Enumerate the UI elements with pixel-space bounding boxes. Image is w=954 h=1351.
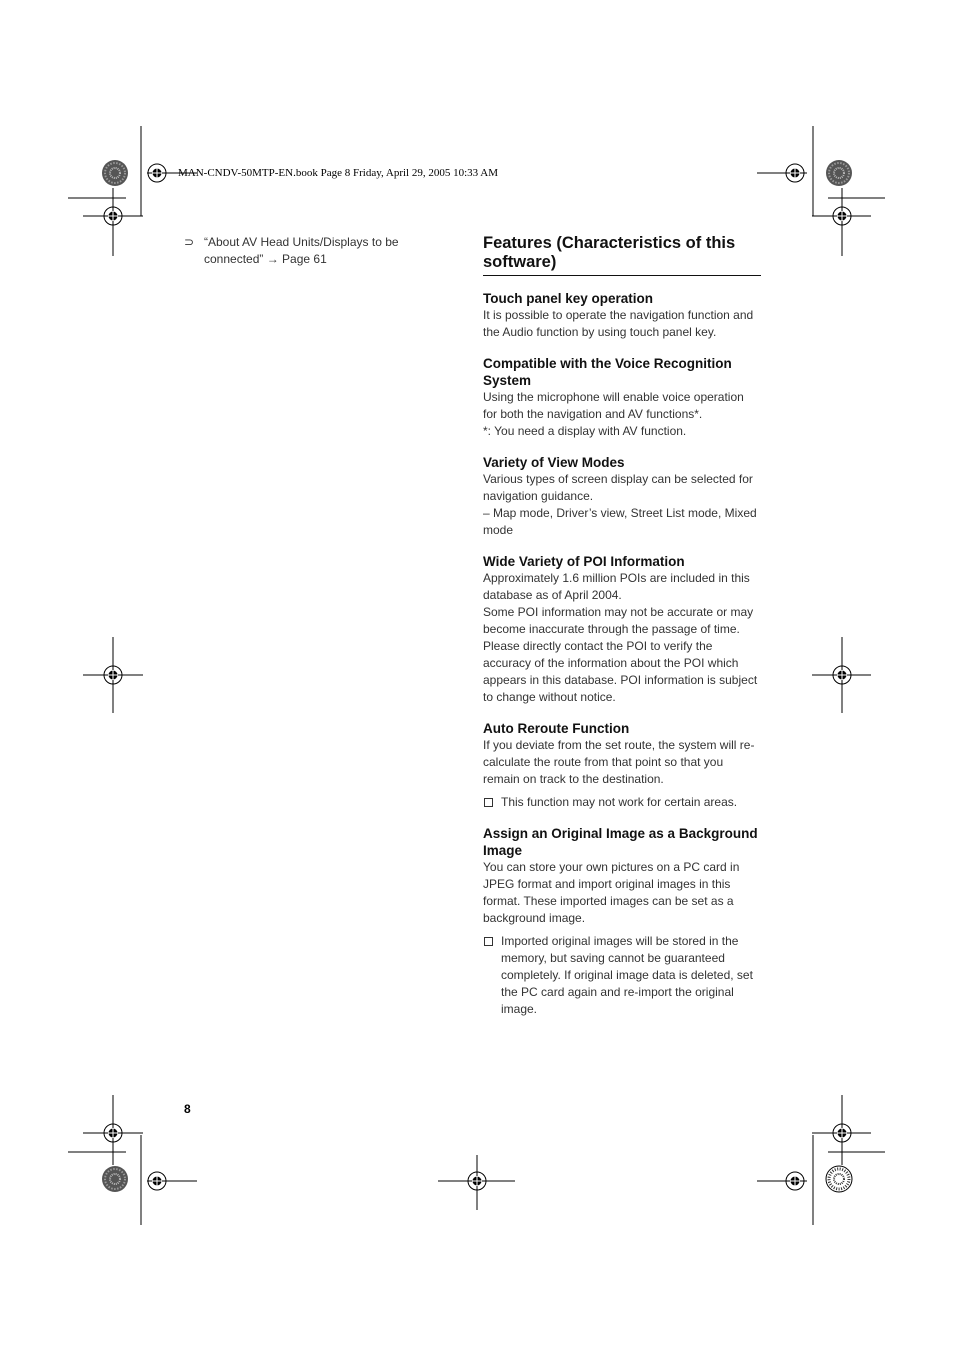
section-auto-reroute bbox=[483, 720, 761, 811]
section-view-modes bbox=[483, 454, 761, 539]
section-body: Using the microphone will enable voice operation for both the navigation and AV functions*. bbox=[483, 390, 744, 421]
section-body: It is possible to operate the navigation function and the Audio function by using touch panel key. bbox=[483, 308, 754, 339]
section-background-image bbox=[483, 825, 761, 1018]
section-body: If you deviate from the set route, the system will re-calculate the route from that point so that you remain on track to the destination. bbox=[483, 738, 755, 786]
section-heading: Touch panel key operation bbox=[483, 291, 654, 306]
cross-reference bbox=[184, 234, 434, 268]
page-number: 8 bbox=[184, 1102, 191, 1116]
book-header-line: MAN-CNDV-50MTP-EN.book Page 8 Friday, April 29, 2005 10:33 AM bbox=[178, 167, 499, 179]
section-poi-information bbox=[483, 553, 761, 706]
section-heading: Wide Variety of POI Information bbox=[483, 554, 685, 569]
note-item bbox=[483, 794, 761, 811]
section-body-continued: Some POI information may not be accurate or may become inaccurate through the passage of time. Please directly contact the POI to verify the accuracy of the information about the POI which appears in this database. POI information is subject to change without notice. bbox=[483, 605, 758, 704]
registration-star-icon bbox=[102, 1166, 128, 1192]
section-footnote: *: You need a display with AV function. bbox=[483, 424, 687, 438]
section-body: Approximately 1.6 million POIs are included in this database as of April 2004. bbox=[483, 571, 750, 602]
section-list: – Map mode, Driver’s view, Street List mode, Mixed mode bbox=[483, 506, 757, 537]
note-item bbox=[483, 933, 761, 1018]
section-body: You can store your own pictures on a PC card in JPEG format and import original images in this format. These imported images can be set as a background image. bbox=[483, 860, 740, 925]
registration-star-icon bbox=[826, 160, 852, 186]
section-heading: Variety of View Modes bbox=[483, 455, 625, 470]
section-heading: Auto Reroute Function bbox=[483, 721, 630, 736]
section-body: Various types of screen display can be selected for navigation guidance. bbox=[483, 472, 753, 503]
section-touch-panel bbox=[483, 290, 761, 341]
page-title: Features (Characteristics of this software) bbox=[483, 234, 761, 276]
section-heading: Compatible with the Voice Recognition System bbox=[483, 356, 732, 388]
features-column bbox=[483, 234, 761, 1018]
arrow-ref-icon: ⊃ bbox=[184, 235, 195, 249]
cross-reference-link[interactable]: “About AV Head Units/Displays to be connected” → Page 61 bbox=[204, 235, 399, 266]
note-checkbox-icon bbox=[484, 937, 493, 946]
registration-star-icon bbox=[826, 1166, 852, 1192]
note-text: This function may not work for certain areas. bbox=[501, 795, 738, 809]
section-voice-recognition bbox=[483, 355, 761, 440]
note-checkbox-icon bbox=[484, 798, 493, 807]
section-heading: Assign an Original Image as a Background Image bbox=[483, 826, 758, 858]
registration-star-icon bbox=[102, 160, 128, 186]
note-text: Imported original images will be stored in the memory, but saving cannot be guaranteed completely. If original image data is deleted, set the PC card again and re-import the original image. bbox=[501, 934, 753, 1016]
